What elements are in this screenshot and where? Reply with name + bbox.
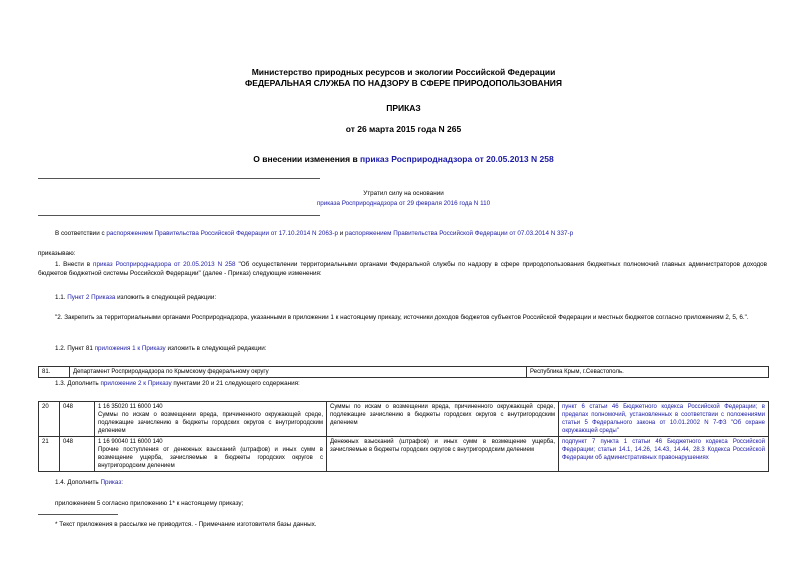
subject-prefix: О внесении изменения в — [253, 154, 361, 164]
status-line: Утратил силу на основании — [363, 190, 444, 197]
row21-code: 048 — [60, 437, 95, 472]
footnote: * Текст приложения в рассылке не приводится. - Примечание изготовителя базы данных. — [55, 521, 317, 528]
paragraph-1-1 — [55, 293, 216, 302]
paragraph-quote: "2. Закрепить за территориальными органами Росприроднадзора, указанными в приложении 1 к настоящему приказу, источники доходов бюджетов субъектов Российской Федерации и местных бюджетов согласно приложениям 2, 5, 6.". — [55, 314, 749, 321]
service-title: ФЕДЕРАЛЬНАЯ СЛУЖБА ПО НАДЗОРУ В СФЕРЕ ПРИРОДОПОЛЬЗОВАНИЯ — [245, 78, 562, 88]
p13-text-b: пунктами 20 и 21 следующего содержания: — [171, 380, 300, 387]
paragraph-1-4 — [55, 478, 123, 487]
p12-link[interactable]: приложения 1 к Приказу — [94, 345, 166, 352]
table-row — [39, 437, 769, 472]
doc-type: ПРИКАЗ — [386, 103, 421, 113]
doc-date-number: от 26 марта 2015 года N 265 — [345, 124, 462, 134]
row21-kbk: 1 16 90040 11 6000 140 — [98, 439, 163, 445]
basis-link-2[interactable]: распоряжением Правительства Российской Федерации от 07.03.2014 N 337-р — [345, 230, 574, 237]
p14-text-b: : — [121, 479, 123, 486]
p1-text-a: 1. Внести в — [55, 261, 94, 268]
row21-desc2: Денежных взысканий (штрафов) и иных сумм в возмещение ущерба, зачисляемые в бюджеты городских округов с внутригородским делением — [327, 437, 559, 472]
divider-top — [38, 178, 320, 179]
basis-text: В соответствии с — [55, 230, 107, 237]
p12-text-a: 1.2. Пункт 81 — [55, 345, 95, 352]
p14-text-a: 1.4. Дополнить — [55, 479, 101, 486]
paragraph-1-3 — [55, 379, 300, 388]
row20-kbk-desc — [95, 402, 327, 437]
p11-text-a: 1.1. — [55, 294, 68, 301]
p14-link[interactable]: Приказ — [100, 479, 122, 486]
p11-text-b: изложить в следующей редакции: — [115, 294, 217, 301]
divider-bottom — [38, 215, 320, 216]
row20-num: 20 — [39, 402, 60, 437]
row21-kbk-desc — [95, 437, 327, 472]
footnote-divider — [38, 514, 118, 515]
table-cell-num: 81. — [39, 367, 70, 378]
table-row — [39, 367, 769, 378]
p1-link[interactable]: приказ Росприроднадзора от 20.05.2013 N 258 — [93, 261, 236, 268]
p11-link[interactable]: Пункт 2 Приказа — [67, 294, 116, 301]
row20-kbk: 1 16 35020 11 6000 140 — [98, 404, 163, 410]
row20-basis[interactable]: пункт 6 статьи 46 Бюджетного кодекса Российской Федерации; в пределах полномочий, установленных в соответствии с положениями статьи 5 Федерального закона от 10.01.2002 N 7-ФЗ "Об охране окружающей среды" — [559, 402, 769, 437]
row20-desc2: Суммы по искам о возмещении вреда, причиненного окружающей среде, подлежащие зачислению в бюджеты городских округов с внутригородским делением — [327, 402, 559, 437]
table-appendix-1 — [38, 366, 769, 378]
paragraph-1-2 — [55, 344, 267, 353]
row21-basis[interactable]: подпункт 7 пункта 1 статьи 46 Бюджетного кодекса Российской Федерации; статьи 14.1, 14.26, 14.43, 14.44, 28.3 Кодекса Российской Федерации об административных правонарушениях — [559, 437, 769, 472]
table-row — [39, 402, 769, 437]
table-cell-region: Республика Крым, г.Севастополь. — [527, 367, 769, 378]
paragraph-basis — [55, 229, 573, 238]
p12-text-b: изложить в следующей редакции: — [165, 345, 267, 352]
p13-text-a: 1.3. Дополнить — [55, 380, 101, 387]
row20-code: 048 — [60, 402, 95, 437]
ministry-title: Министерство природных ресурсов и экологии Российской Федерации — [251, 67, 556, 77]
row21-desc: Прочие поступления от денежных взысканий (штрафов) и иных сумм в возмещение ущерба, зачисляемые в бюджеты городских округов с внутригородским делением — [98, 447, 323, 469]
row21-num: 21 — [39, 437, 60, 472]
basis-link-1[interactable]: распоряжением Правительства Российской Федерации от 17.10.2014 N 2063-р — [106, 230, 338, 237]
p1-text-b: "Об осуществлении территориальными органами Федеральной службы по надзору в сфере природопользования бюджетных полномочий главных администраторов доходов бюджетов бюджетной системы Российской Федерации" (далее - Приказ) следующие изменения: — [38, 261, 767, 277]
row20-desc: Суммы по искам о возмещении вреда, причиненного окружающей среде, подлежащие зачислению в бюджеты городских округов с внутригородским делением — [98, 412, 323, 434]
basis-and: и — [337, 230, 345, 237]
table-cell-dept: Департамент Росприроднадзора по Крымскому федеральному округу — [70, 367, 527, 378]
doc-subject — [0, 154, 807, 165]
paragraph-1 — [38, 260, 767, 278]
paragraph-appendix-5: приложением 5 согласно приложению 1* к настоящему приказу; — [55, 500, 244, 507]
subject-link[interactable]: приказ Росприроднадзора от 20.05.2013 N 258 — [360, 154, 554, 164]
status-link[interactable]: приказа Росприроднадзора от 29 февраля 2016 года N 110 — [316, 200, 491, 207]
table-appendix-2 — [38, 401, 769, 472]
order-word: приказываю: — [38, 250, 76, 257]
p13-link[interactable]: приложение 2 к Приказу — [100, 380, 172, 387]
